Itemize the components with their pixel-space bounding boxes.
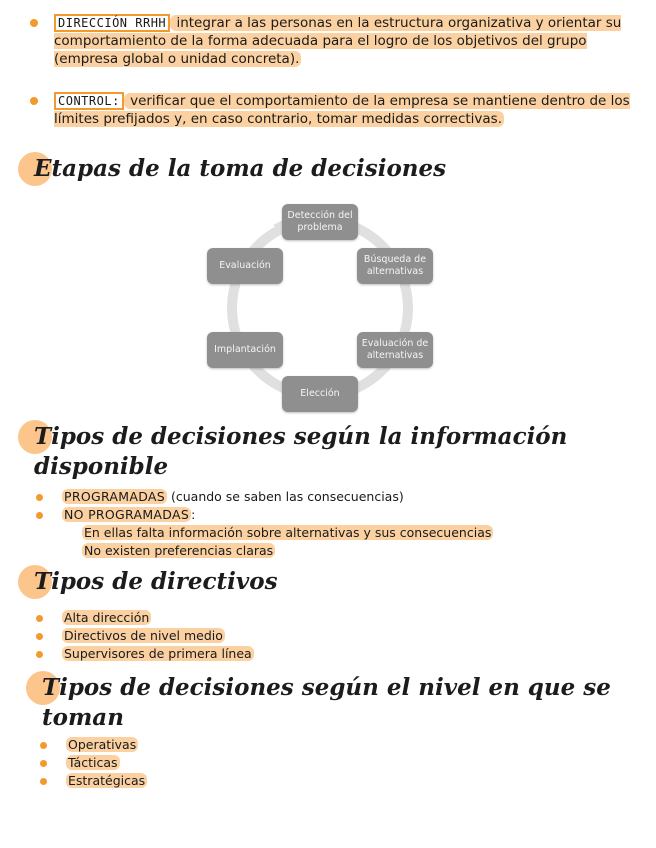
list-item — [36, 609, 626, 627]
heading-directivos-text: Tipos de directivos — [34, 568, 278, 595]
list-item — [40, 736, 630, 754]
list-item-text: Estratégicas — [68, 773, 146, 788]
no-programadas-label: NO PROGRAMADAS — [64, 507, 190, 522]
list-item-text: Operativas — [68, 737, 137, 752]
direccion-rrhh-item — [30, 14, 630, 68]
heading-directivos — [34, 567, 624, 597]
bullet-icon — [36, 494, 43, 501]
sub-item-text: En ellas falta información sobre alternativas y sus consecuencias — [84, 525, 492, 540]
programadas-label: PROGRAMADAS — [64, 489, 166, 504]
bullet-icon — [30, 19, 38, 27]
bullet-icon — [36, 651, 43, 658]
list-item — [40, 754, 630, 772]
bullet-icon — [40, 760, 47, 767]
control-label: CONTROL: — [54, 92, 124, 110]
direccion-label: DIRECCIÓN RRHH — [54, 14, 170, 32]
heading-tipos-info-text: Tipos de decisiones según la información disponible — [34, 423, 568, 480]
list-item — [40, 772, 630, 790]
bullet-icon — [40, 742, 47, 749]
nivel-list — [40, 736, 630, 790]
diagram-node: Búsqueda de alternativas — [357, 248, 433, 284]
diagram-node: Implantación — [207, 332, 283, 368]
sub-item — [36, 542, 626, 560]
diagram-node: Evaluación de alternativas — [357, 332, 433, 368]
bullet-icon — [36, 512, 43, 519]
tipos-info-list — [36, 488, 626, 560]
heading-nivel — [42, 673, 632, 733]
list-item-text: Alta dirección — [64, 610, 150, 625]
diagram-node: Detección del problema — [282, 204, 358, 240]
list-item — [36, 645, 626, 663]
sub-item-text: No existen preferencias claras — [84, 543, 274, 558]
directivos-list — [36, 609, 626, 663]
heading-tipos-info — [34, 422, 624, 482]
list-item-text: Supervisores de primera línea — [64, 646, 252, 661]
sub-item — [36, 524, 626, 542]
programadas-text: (cuando se saben las consecuencias) — [167, 489, 404, 504]
diagram-node: Elección — [282, 376, 358, 412]
heading-etapas-text: Etapas de la toma de decisiones — [34, 155, 447, 182]
heading-nivel-text: Tipos de decisiones según el nivel en que se toman — [42, 674, 611, 731]
control-item — [30, 92, 630, 128]
bullet-icon — [36, 633, 43, 640]
list-item — [36, 506, 626, 524]
bullet-icon — [30, 97, 38, 105]
list-item-text: Directivos de nivel medio — [64, 628, 223, 643]
direccion-text: integrar a las personas en la estructura organizativa y orientar su comportamiento de la forma adecuada para el logro de los objetivos del grupo (empresa global o unidad concreta). — [54, 15, 622, 67]
bullet-icon — [40, 778, 47, 785]
list-item-text: Tácticas — [68, 755, 118, 770]
decision-cycle-diagram — [203, 200, 438, 415]
colon: : — [191, 507, 196, 522]
list-item — [36, 627, 626, 645]
bullet-icon — [36, 615, 43, 622]
list-item — [36, 488, 626, 506]
heading-etapas — [34, 154, 624, 184]
control-text: verificar que el comportamiento de la empresa se mantiene dentro de los límites prefijados y, en caso contrario, tomar medidas correctivas. — [54, 93, 630, 127]
diagram-node: Evaluación — [207, 248, 283, 284]
